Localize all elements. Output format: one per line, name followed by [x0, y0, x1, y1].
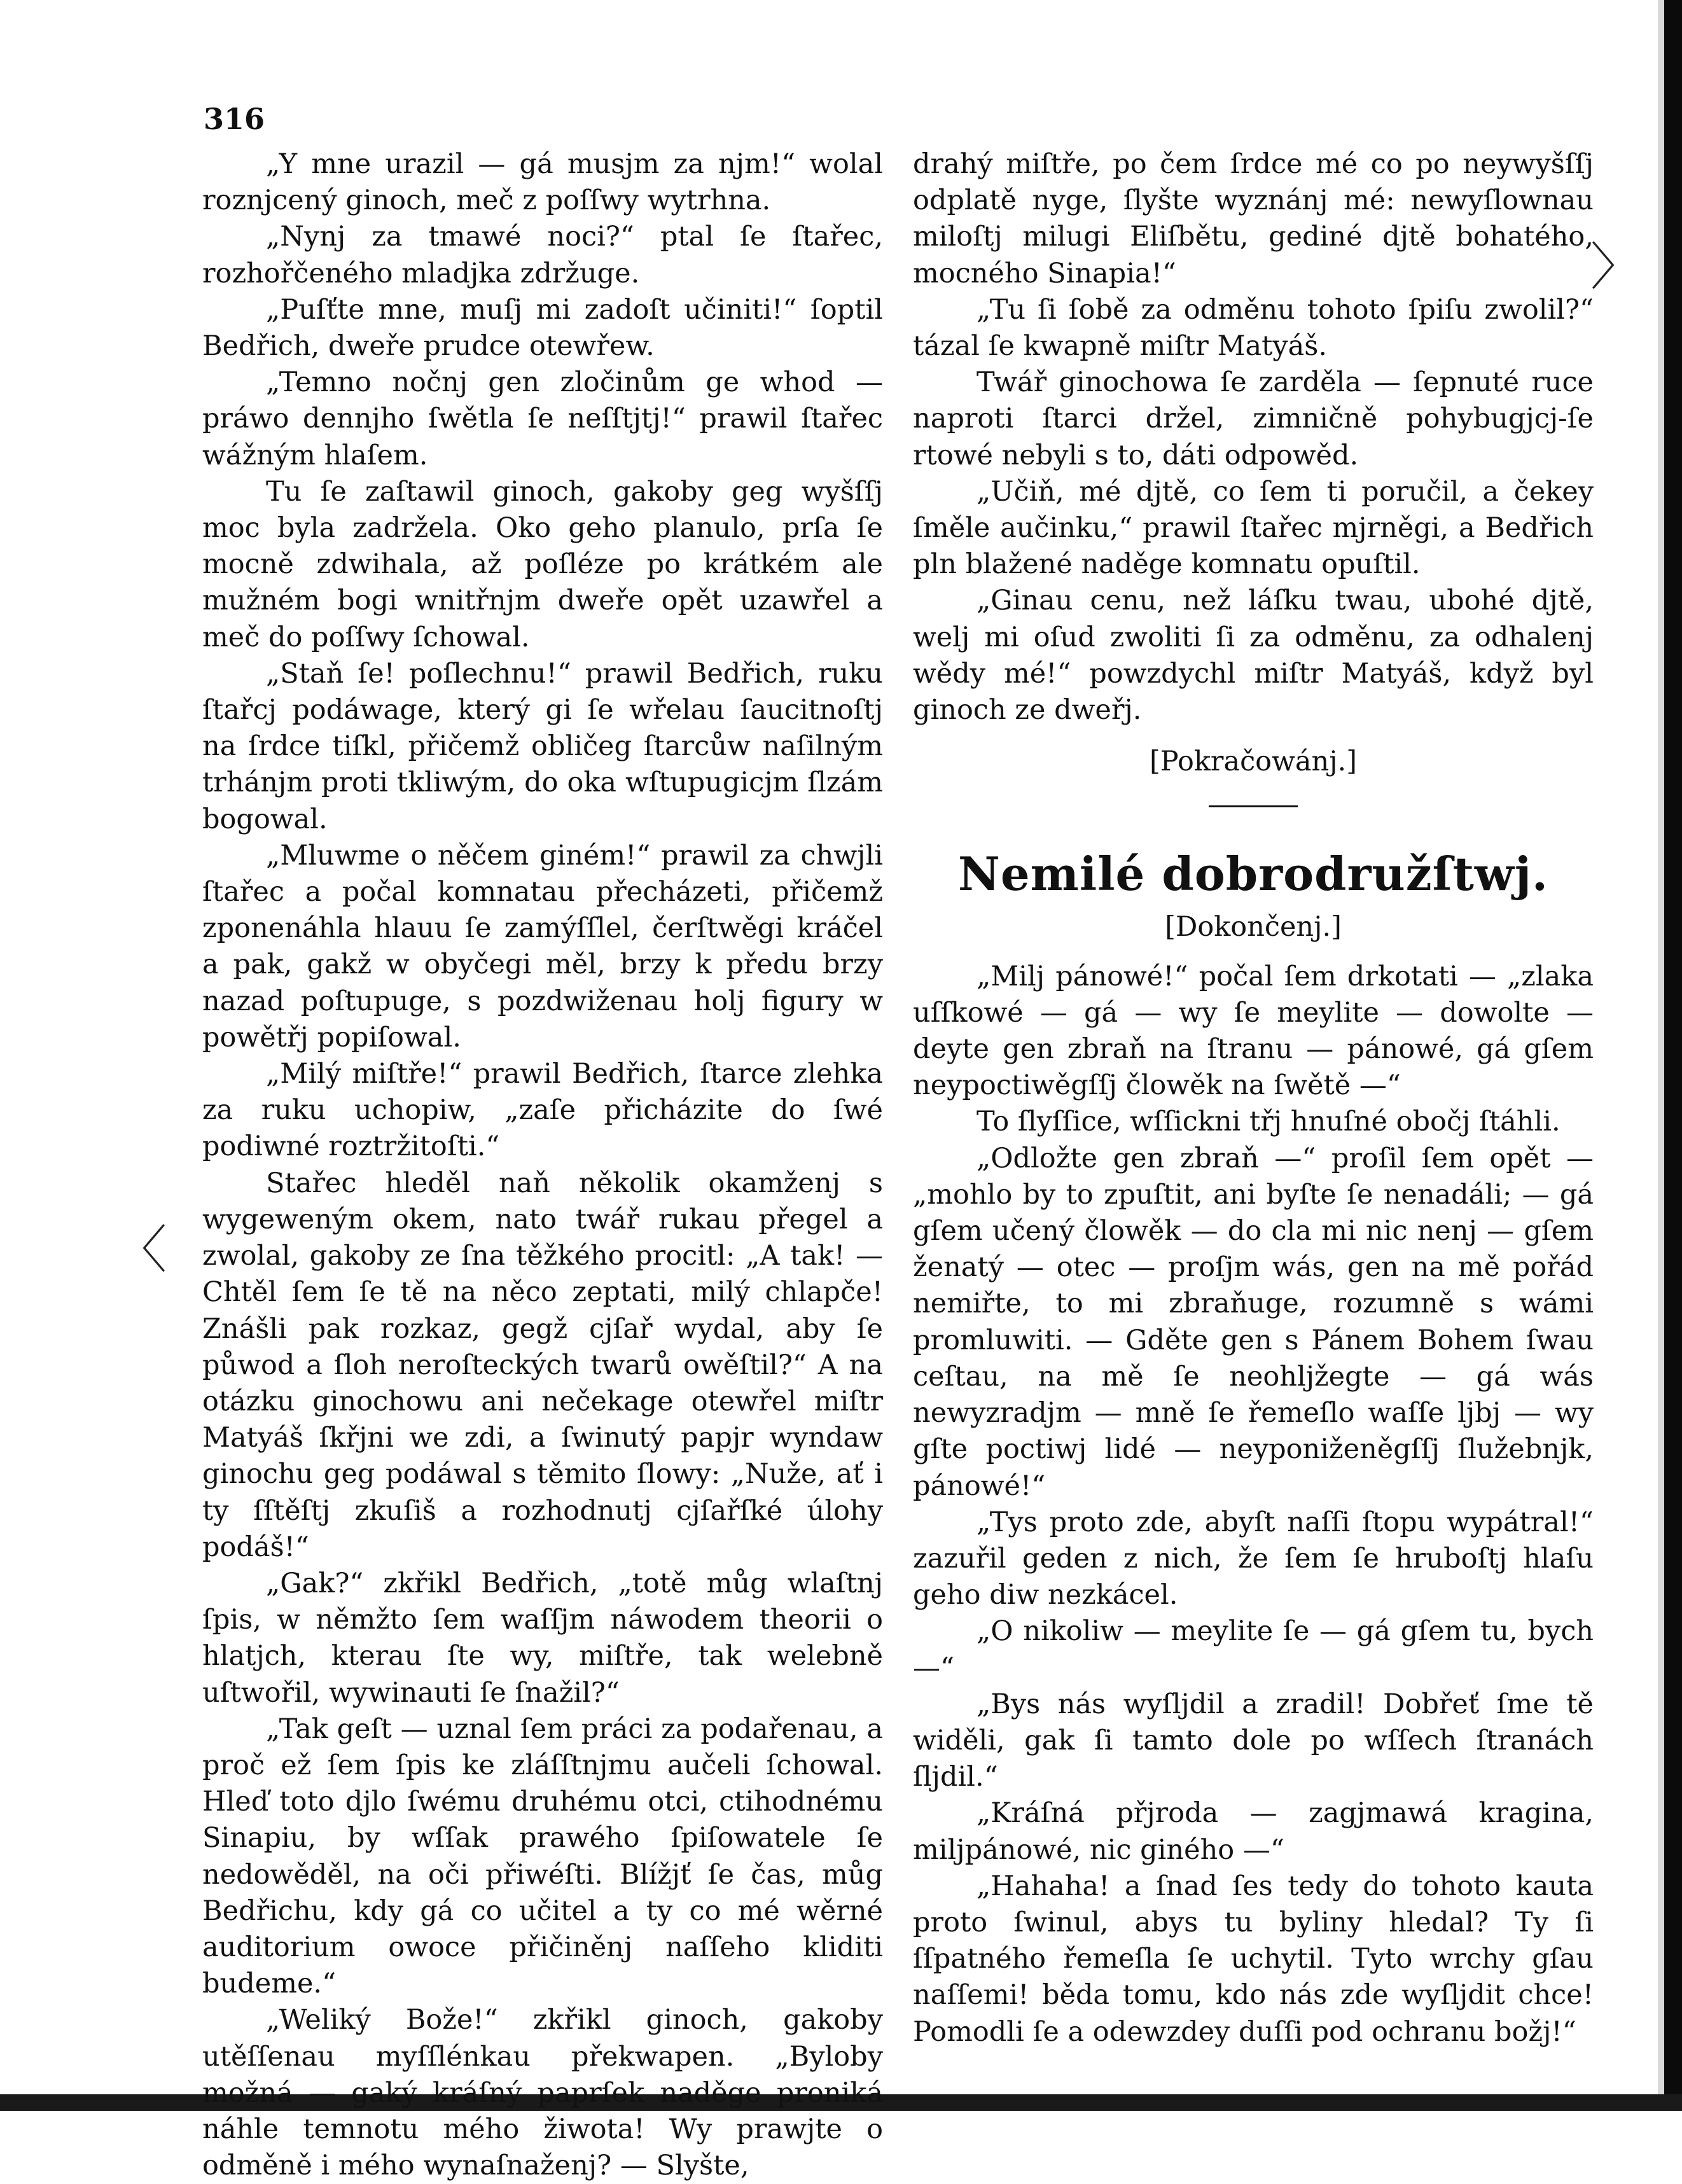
- paragraph: Twář ginochowa ſe zarděla — ſepnuté ruce naproti ſtarci držel, zimničně pohybugjcj-ſe rtowé nebyli s to, dáti odpowěd.: [913, 366, 1594, 471]
- section-divider: [1209, 805, 1298, 807]
- paragraph: „Učiň, mé djtě, co ſem ti poručil, a čekey ſměle aučinku,“ prawil ſtařec mjrněgi, a Bedřich pln blažené naděge komnatu opuſtil.: [913, 475, 1594, 581]
- concluded-note: [Dokončenj.]: [1165, 911, 1342, 943]
- paragraph: „Puſťte mne, muſj mi zadoſt učiniti!“ ſoptil Bedřich, dweře prudce otewřew.: [202, 293, 883, 363]
- paragraph: „Odložte gen zbraň —“ proſil ſem opět — „mohlo by to zpuſtit, ani byſte ſe nenadáli; — gá gſem učený člowěk — do cla mi nic nenj — gſem ženatý — otec — proſjm wás, gen na mě pořád nemiřte, to mi zbraňuge, rozumně s wámi promluwiti. — Gděte gen s Pánem Bohem ſwau ceſtau, na mě ſe neohljžegte — gá wás newyzradjm — mně ſe řemeſlo waſſe ljbj — wy gſte poctiwj lidé — neyponiženěgſſj ſlužebnjk, pánowé!“: [913, 1142, 1594, 1502]
- paragraph: „Kráſná přjroda — zagjmawá kragina, miljpánowé, nic giného —“: [913, 1797, 1594, 1866]
- paragraph: „Mluwme o něčem giném!“ prawil za chwjli ſtařec a počal komnatau přecházeti, přičemž zponenáhla hlauu ſe zamýſſlel, čerſtwěgi kráčel a pak, gakž w obyčegi měl, brzy k předu brzy nazad poſtupuge, s pozdwiženau holj figury w powětřj popiſowal.: [202, 839, 883, 1054]
- paragraph: „Tak geſt — uznal ſem práci za podařenau, a proč ež ſem ſpis ke zláſſtnjmu aučeli ſchowal. Hleď toto djlo ſwému druhému otci, ctihodnému Sinapiu, by wſſak prawého ſpiſowatele ſe nedowěděl, na oči přiwéſti. Blížjť ſe čas, můg Bedřichu, kdy gá co učitel a ty co mé wěrné auditorium owoce přičiněnj naſſeho kliditi budeme.“: [202, 1713, 883, 2000]
- paragraph: „Tu ſi ſobě za odměnu tohoto ſpiſu zwolil?“ tázal ſe kwapně miſtr Matyáš.: [913, 293, 1594, 363]
- paragraph: „Milý miſtře!“ prawil Bedřich, ſtarce zlehka za ruku uchopiw, „zaſe přicházite do ſwé podiwné roztržitoſti.“: [202, 1058, 883, 1163]
- paragraph: „Temno nočnj gen zločinům ge whod — práwo dennjho ſwětla ſe neſſtjtj!“ prawil ſtařec wážným hlaſem.: [202, 366, 883, 471]
- paragraph: Tu ſe zaſtawil ginoch, gakoby geg wyšſſj moc byla zadržela. Oko geho planulo, prſa ſe mocně zdwihala, až poſléze po krátkém ale mužném bogi wnitřnjm dweře opět uzawřel a meč do poſſwy ſchowal.: [202, 475, 883, 653]
- paragraph: „Bys nás wyſljdil a zradil! Dobřeť ſme tě widěli, gak ſi tamto dole po wſſech ſtranách ſljdil.“: [913, 1688, 1594, 1793]
- paragraph: „Milj pánowé!“ počal ſem drkotati — „zlaka uſſkowé — gá — wy ſe meylite — dowolte — deyte gen zbraň na ſtranu — pánowé, gá gſem neypoctiwěgſſj člowěk na ſwětě —“: [913, 960, 1594, 1102]
- page-edge-shadow: [1658, 0, 1664, 2111]
- paragraph: drahý miſtře, po čem ſrdce mé co po neywyšſſj odplatě nyge, ſlyšte wyznánj mé: newyſlownau miloſtj milugi Eliſbětu, gediné djtě bohatého, mocného Sinapia!“: [913, 148, 1594, 289]
- left-column: [202, 146, 883, 2184]
- left-margin-mark: 〈: [116, 1220, 167, 1279]
- paragraph: „Hahaha! a ſnad ſes tedy do tohoto kauta proto ſwinul, abys tu byliny hledal? Ty ſi ſſpatného řemeſla ſe uchytil. Tyto wrchy gſau naſſemi! běda tomu, kdo nás zde wyſljdit chce! Pomodli ſe a odewzdey duſſi pod ochranu božj!“: [913, 1870, 1594, 2048]
- paragraph: „O nikoliw — meylite ſe — gá gſem tu, bych —“: [913, 1615, 1594, 1684]
- paragraph: „Ginau cenu, než láſku twau, ubohé djtě, welj mi oſud zwoliti ſi za odměnu, za odhalenj wědy mé!“ powzdychl miſtr Matyáš, když byl ginoch ze dweřj.: [913, 585, 1594, 727]
- page-edge-right: [1664, 0, 1682, 2111]
- right-margin-mark: 〉: [1590, 237, 1641, 296]
- paragraph: Stařec hleděl naň několik okamženj s wygeweným okem, nato twář rukau přegel a zwolal, gakoby ze ſna těžkého procitl: „A tak! — Chtěl ſem ſe tě na něco zeptati, milý chlapče! Znášli pak rozkaz, gegž cjſař wydal, aby ſe půwod a ſloh neroſteckých twarů owěſtil?“ A na otázku ginochowu ani nečekage otewřel miſtr Matyáš ſkřjni we zdi, a ſwinutý papjr wyndaw ginochu geg podáwal s těmito ſlowy: „Nuže, ať i ty ſſtěſtj zkuſiš a rozhodnutj cjſařſké úlohy podáš!“: [202, 1167, 883, 1563]
- paragraph: „Nynj za tmawé noci?“ ptal ſe ſtařec, rozhořčeného mladjka zdržuge.: [202, 221, 883, 289]
- article-title: Nemilé dobrodružſtwj.: [958, 847, 1548, 901]
- paragraph: „Y mne urazil — gá musjm za njm!“ wolal roznjcený ginoch, meč z poſſwy wytrhna.: [202, 148, 883, 217]
- page-number: 316: [204, 102, 265, 136]
- paragraph: „Staň ſe! poſlechnu!“ prawil Bedřich, ruku ſtařcj podáwage, který gi ſe wřelau ſaucitnoſtj na ſrdce tiſkl, přičemž obličeg ſtarcůw naſilným trhánjm proti tkliwým, do oka wſtupugicjm ſlzám bogowal.: [202, 657, 883, 835]
- paragraph: „Gak?“ zkřikl Bedřich, „totě můg wlaſtnj ſpis, w němžto ſem waſſjm náwodem theorii o hlatjch, kterau ſte wy, miſtře, tak welebně uſtwořil, wywinauti ſe ſnažil?“: [202, 1567, 883, 1709]
- continued-note: [Pokračowánj.]: [1150, 746, 1357, 778]
- paragraph: To ſlyſſice, wſſickni třj hnuſné obočj ſtáhli.: [977, 1106, 1560, 1138]
- paragraph: „Tys proto zde, abyſt naſſi ſtopu wypátral!“ zazuřil geden z nich, že ſem ſe hruboſtj hlaſu geho diw nezkácel.: [913, 1506, 1594, 1611]
- right-column: [913, 146, 1594, 2050]
- paragraph: „Weliký Bože!“ zkřikl ginoch, gakoby utěſſenau myſſlénkau překwapen. „Byloby možná — gaký kráſný paprſek naděge proniká náhle temnotu mého žiwota! Wy prawjte o odměně i mého wynaſnaženj? — Slyšte,: [202, 2004, 883, 2182]
